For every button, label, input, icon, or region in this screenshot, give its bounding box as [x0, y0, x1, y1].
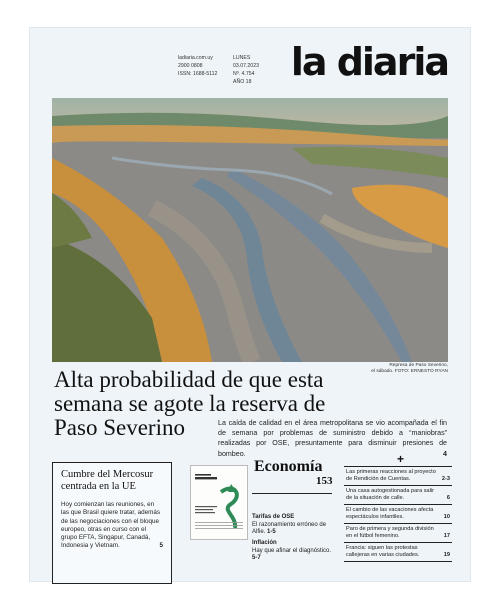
weekday: LUNES — [233, 55, 251, 61]
economia-supplement-cover[interactable] — [190, 465, 248, 540]
more-news-item[interactable] — [344, 486, 452, 505]
masthead-info-date — [233, 54, 259, 86]
caption-text: Represa de Paso Severino, — [389, 363, 448, 368]
more-news-page: 6 — [446, 495, 450, 501]
photo-caption — [371, 363, 448, 375]
more-news-text: Francia: siguen las protestas callejeras en varias ciudades. — [346, 545, 420, 558]
issn: ISSN: 1688-5112 — [178, 71, 218, 77]
date: 03.07.2023 — [233, 63, 259, 69]
economia-item-head: Tarifas de OSE — [252, 514, 295, 520]
more-news-item[interactable] — [344, 505, 452, 524]
masthead-info-left — [178, 54, 217, 78]
main-lede — [218, 418, 447, 459]
economia-title[interactable]: Economía — [254, 458, 323, 475]
phone: 2900 0808 — [178, 63, 203, 69]
more-news-item[interactable] — [344, 543, 452, 562]
mercosur-text: Hoy comienzan las reuniones, en las que Brasil quiere tratar, además de las negociaciones con el bloque europeo, otras en curso con el grupo EFTA, Singapur, Canadá, Indonesia y Vietnam. — [61, 501, 161, 550]
more-news-list — [344, 466, 452, 562]
economia-item-page: 1-5 — [267, 529, 276, 536]
more-news-item[interactable] — [344, 467, 452, 486]
mercosur-box[interactable] — [52, 462, 172, 584]
more-news-text: Paro de primera y segunda división en el fútbol femenino. — [346, 526, 434, 539]
economia-divider — [252, 493, 332, 494]
mercosur-page: 5 — [159, 542, 163, 550]
mercosur-title: Cumbre del Mercosur centrada en la UE — [61, 469, 154, 492]
more-news-text: Las primeras reacciones al proyecto de Rendición de Cuentas. — [346, 469, 436, 482]
economia-item-page: 5-7 — [252, 555, 261, 562]
more-news-plus-icon: + — [397, 452, 405, 466]
newspaper-front-page — [30, 28, 470, 581]
economia-number: 153 — [316, 475, 333, 487]
lede-text: La caída de calidad en el área metropolitana se vio acompañada el fin de semana por problemas de suministro debido a “maniobras” realizadas por OSE, presuntamente para disminuir presiones de bombeo. — [218, 419, 447, 458]
mercosur-body — [61, 501, 163, 551]
more-news-text: El cambio de las vacaciones afecta espectáculos infantiles. — [346, 507, 434, 520]
more-news-page: 2-3 — [441, 476, 450, 482]
economia-item[interactable] — [252, 514, 332, 537]
more-news-text: Una casa autogestionada para salir de la situación de calle. — [346, 488, 435, 501]
lede-page: 4 — [443, 449, 447, 458]
reservoir-aerial-photo — [52, 98, 448, 362]
site-url[interactable]: ladiaria.com.uy — [178, 55, 213, 61]
caption-credit: el sábado. FOTO: ERNESTO RYAN — [371, 369, 448, 374]
more-news-page: 10 — [443, 514, 450, 520]
front-page-photo — [52, 98, 448, 362]
economia-item-text: Hay que afinar el diagnóstico. — [252, 547, 332, 554]
more-news-item[interactable] — [344, 524, 452, 543]
issue-number: Nº. 4.754 — [233, 71, 255, 77]
economia-cover-image — [191, 466, 247, 539]
economia-item-text: El razonamiento erróneo de Alfie. — [252, 521, 327, 536]
year: AÑO 18 — [233, 79, 252, 85]
main-headline[interactable]: Alta probabilidad de que esta semana se agote la reserva de Paso Severino — [54, 367, 326, 440]
economia-item[interactable] — [252, 540, 332, 563]
more-news-page: 17 — [443, 533, 450, 539]
newspaper-logo: la diaria — [290, 40, 448, 84]
more-news-page: 19 — [443, 552, 450, 558]
economia-item-head: Inflación — [252, 540, 277, 546]
